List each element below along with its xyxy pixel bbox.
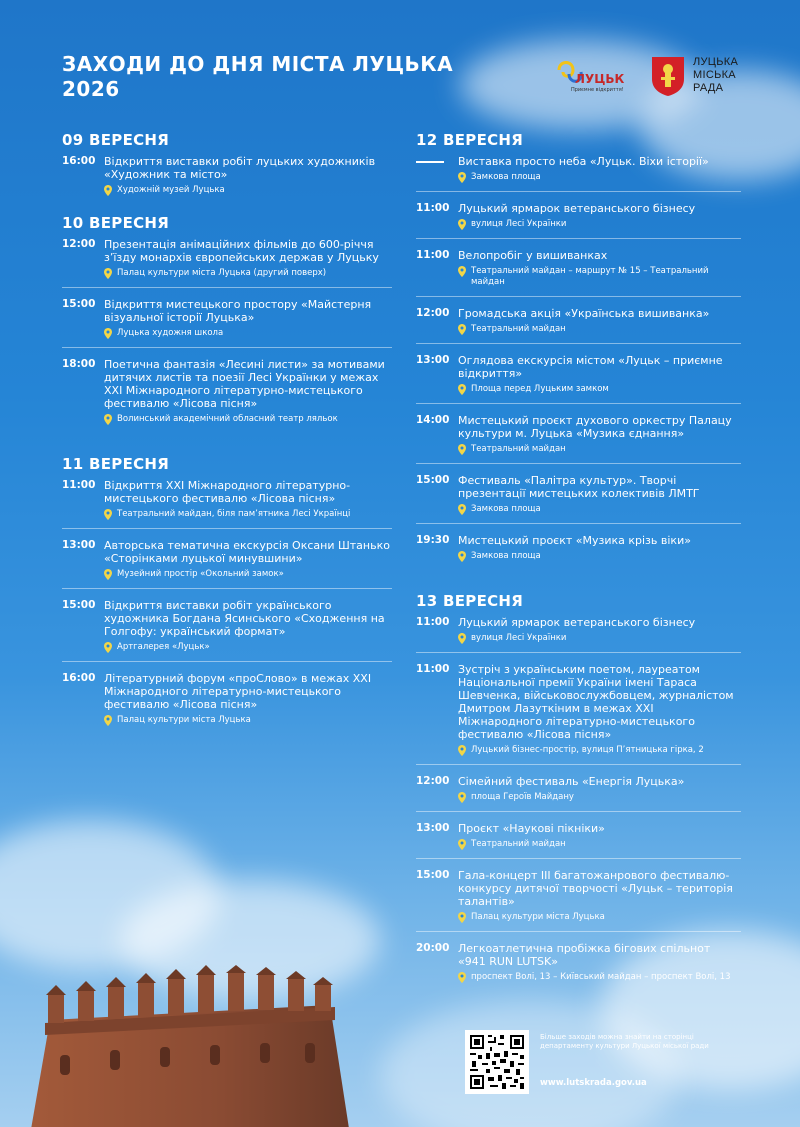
location-pin-icon — [458, 444, 466, 455]
event-time: 13:00 — [62, 539, 96, 551]
event-title: Легкоатлетична пробіжка бігових спільнот «941 RUN LUTSK» — [458, 942, 711, 968]
event-place — [458, 633, 741, 644]
event-place — [458, 972, 741, 983]
event-title: Відкриття XXI Міжнародного літературно-мистецького фестивалю «Лісова пісня» — [104, 479, 351, 505]
day-heading: 11 ВЕРЕСНЯ — [62, 455, 170, 473]
event-title: Проєкт «Наукові пікніки» — [458, 822, 605, 835]
event-place — [458, 384, 741, 395]
event-title: Сімейний фестиваль «Енергія Луцька» — [458, 775, 685, 788]
day-heading: 13 ВЕРЕСНЯ — [416, 592, 524, 610]
event-place-text: Замкова площа — [471, 551, 541, 561]
event-title: Зустріч з українським поетом, лауреатом Національної премії України імені Тараса Шевченка, військовослужбовцем, журналістом Дмитром Лазуткіним в межах XXI Міжнародного літературно-мистецького фестивалю «Лісова пісня» — [458, 663, 734, 741]
coat-of-arms-icon — [650, 55, 686, 97]
event-item — [62, 599, 392, 662]
event-item — [62, 298, 392, 348]
location-pin-icon — [458, 912, 466, 923]
event-time: 12:00 — [416, 307, 450, 319]
location-pin-icon — [458, 504, 466, 515]
event-place-text: Театральний майдан – маршрут № 15 – Театральний майдан — [471, 266, 709, 287]
event-time: 16:00 — [62, 155, 96, 167]
event-time: 19:30 — [416, 534, 450, 546]
event-place — [104, 642, 392, 653]
event-place — [104, 569, 392, 580]
event-time: 11:00 — [416, 249, 450, 261]
city-logo-label: ЛУЦЬК — [575, 72, 625, 86]
event-place — [458, 172, 741, 183]
event-item — [62, 479, 392, 529]
event-place — [104, 715, 392, 726]
event-title: Оглядова екскурсія містом «Луцьк – приємне відкриття» — [458, 354, 723, 380]
day-heading: 12 ВЕРЕСНЯ — [416, 131, 524, 149]
event-place — [458, 324, 741, 335]
event-place — [458, 792, 741, 803]
event-time: 12:00 — [62, 238, 96, 250]
day-heading: 09 ВЕРЕСНЯ — [62, 131, 170, 149]
event-item — [416, 616, 741, 653]
event-item — [416, 414, 741, 464]
event-place-text: вулиця Лесі Українки — [471, 633, 567, 643]
event-title: Велопробіг у вишиванках — [458, 249, 608, 262]
event-title: Громадська акція «Українська вишиванка» — [458, 307, 710, 320]
event-place-text: Театральний майдан — [471, 444, 566, 454]
left-column — [62, 131, 392, 744]
event-item — [416, 775, 741, 812]
council-line: МІСЬКА — [693, 69, 736, 81]
qr-code[interactable] — [465, 1030, 529, 1094]
event-place — [458, 551, 741, 562]
right-column — [416, 131, 741, 1001]
event-title: Гала-концерт III багатожанрового фестивалю-конкурсу дитячої творчості «Луцьк – територія талантів» — [458, 869, 733, 908]
location-pin-icon — [458, 219, 466, 230]
location-pin-icon — [458, 266, 466, 277]
location-pin-icon — [458, 633, 466, 644]
event-time: 15:00 — [416, 474, 450, 486]
event-place-text: Палац культури міста Луцька (другий поверх) — [117, 268, 327, 278]
event-place — [104, 509, 392, 520]
event-item — [416, 663, 741, 765]
event-item — [416, 474, 741, 524]
council-line: ЛУЦЬКА — [693, 56, 739, 68]
website-link[interactable]: www.lutskrada.gov.ua — [540, 1078, 647, 1088]
event-place-text: Луцька художня школа — [117, 328, 224, 338]
lutsk-city-logo — [555, 52, 630, 98]
location-pin-icon — [458, 172, 466, 183]
location-pin-icon — [458, 792, 466, 803]
event-title: Презентація анімаційних фільмів до 600-річчя з’їзду монархів європейських держав у Луцьку — [104, 238, 379, 264]
city-logo-tagline: Приємне відкриття! — [571, 87, 624, 93]
event-place-text: Театральний майдан — [471, 324, 566, 334]
location-pin-icon — [104, 414, 112, 425]
event-time: 11:00 — [416, 202, 450, 214]
event-time-dash — [416, 161, 444, 163]
event-item — [416, 942, 741, 991]
event-title: Фестиваль «Палітра культур». Творчі презентації мистецьких колективів ЛМТГ — [458, 474, 700, 500]
castle-tower-image — [30, 965, 375, 1127]
event-place — [104, 185, 392, 196]
event-time: 13:00 — [416, 822, 450, 834]
event-item — [62, 539, 392, 589]
event-time: 18:00 — [62, 358, 96, 370]
event-title: Виставка просто неба «Луцьк. Віхи історії» — [458, 155, 709, 168]
city-council-name — [693, 56, 738, 95]
event-item — [416, 869, 741, 932]
event-title: Луцький ярмарок ветеранського бізнесу — [458, 202, 696, 215]
event-time: 16:00 — [62, 672, 96, 684]
event-place-text: Палац культури міста Луцька — [471, 912, 605, 922]
location-pin-icon — [104, 715, 112, 726]
event-item — [62, 358, 392, 433]
location-pin-icon — [458, 745, 466, 756]
event-time: 15:00 — [62, 599, 96, 611]
event-title: Літературний форум «проСлово» в межах XXI Міжнародного літературно-мистецького фестивалю «Лісова пісня» — [104, 672, 372, 711]
event-item — [416, 534, 741, 570]
location-pin-icon — [458, 324, 466, 335]
event-title: Поетична фантазія «Лесині листи» за мотивами дитячих листів та поезії Лесі Українки у межах XXI Міжнародного літературно-мистецького фестивалю «Лісова пісня» — [104, 358, 385, 410]
event-place — [104, 414, 392, 425]
event-place-text: площа Героїв Майдану — [471, 792, 574, 802]
day-heading: 10 ВЕРЕСНЯ — [62, 214, 170, 232]
event-place-text: проспект Волі, 13 – Київський майдан – проспект Волі, 13 — [471, 972, 731, 982]
event-place — [458, 444, 741, 455]
event-place-text: Замкова площа — [471, 172, 541, 182]
event-place-text: Художній музей Луцька — [117, 185, 225, 195]
more-events-note: Більше заходів можна знайти на сторінці департаменту культури Луцької міської ради — [540, 1033, 709, 1050]
event-time: 15:00 — [416, 869, 450, 881]
page-title: ЗАХОДИ ДО ДНЯ МІСТА ЛУЦЬКА 2026 — [62, 52, 454, 101]
location-pin-icon — [104, 328, 112, 339]
event-place — [458, 745, 741, 756]
event-place-text: Замкова площа — [471, 504, 541, 514]
event-title: Авторська тематична екскурсія Оксани Штанько «Сторінками луцької минувшини» — [104, 539, 390, 565]
event-item — [416, 155, 741, 192]
event-time: 11:00 — [416, 663, 450, 675]
event-time: 11:00 — [416, 616, 450, 628]
event-time: 14:00 — [416, 414, 450, 426]
event-place — [104, 328, 392, 339]
event-place — [458, 266, 741, 288]
event-item — [62, 672, 392, 734]
location-pin-icon — [458, 839, 466, 850]
location-pin-icon — [104, 185, 112, 196]
event-place — [458, 219, 741, 230]
event-time: 12:00 — [416, 775, 450, 787]
event-place-text: Театральний майдан — [471, 839, 566, 849]
event-title: Відкриття виставки робіт луцьких художників «Художник та місто» — [104, 155, 376, 181]
event-place-text: Площа перед Луцьким замком — [471, 384, 609, 394]
location-pin-icon — [458, 384, 466, 395]
event-place-text: Артгалерея «Луцьк» — [117, 642, 210, 652]
event-time: 11:00 — [62, 479, 96, 491]
event-place — [104, 268, 392, 279]
event-place-text: Палац культури міста Луцька — [117, 715, 251, 725]
event-time: 13:00 — [416, 354, 450, 366]
event-item — [416, 249, 741, 297]
event-item — [62, 238, 392, 288]
location-pin-icon — [458, 551, 466, 562]
event-place-text: вулиця Лесі Українки — [471, 219, 567, 229]
event-time: 20:00 — [416, 942, 450, 954]
event-item — [416, 202, 741, 239]
event-title: Луцький ярмарок ветеранського бізнесу — [458, 616, 696, 629]
location-pin-icon — [104, 642, 112, 653]
event-item — [416, 822, 741, 859]
event-place-text: Музейний простір «Окольний замок» — [117, 569, 284, 579]
location-pin-icon — [104, 509, 112, 520]
event-place — [458, 839, 741, 850]
location-pin-icon — [104, 569, 112, 580]
event-place-text: Театральний майдан, біля пам’ятника Лесі Українці — [117, 509, 351, 519]
council-line: РАДА — [693, 82, 724, 94]
location-pin-icon — [104, 268, 112, 279]
event-item — [416, 354, 741, 404]
event-place-text: Луцький бізнес-простір, вулиця П’ятницька гірка, 2 — [471, 745, 704, 755]
event-place — [458, 912, 741, 923]
location-pin-icon — [458, 972, 466, 983]
event-title: Відкриття мистецького простору «Майстерня візуальної історії Луцька» — [104, 298, 372, 324]
event-time: 15:00 — [62, 298, 96, 310]
event-place — [458, 504, 741, 515]
event-title: Мистецький проєкт духового оркестру Палацу культури м. Луцька «Музика єднання» — [458, 414, 732, 440]
event-title: Відкриття виставки робіт українського художника Богдана Ясинського «Сходження на Голгофу: український формат» — [104, 599, 385, 638]
event-item — [62, 155, 392, 204]
event-title: Мистецький проєкт «Музика крізь віки» — [458, 534, 691, 547]
event-place-text: Волинський академічний обласний театр ляльок — [117, 414, 338, 424]
event-item — [416, 307, 741, 344]
